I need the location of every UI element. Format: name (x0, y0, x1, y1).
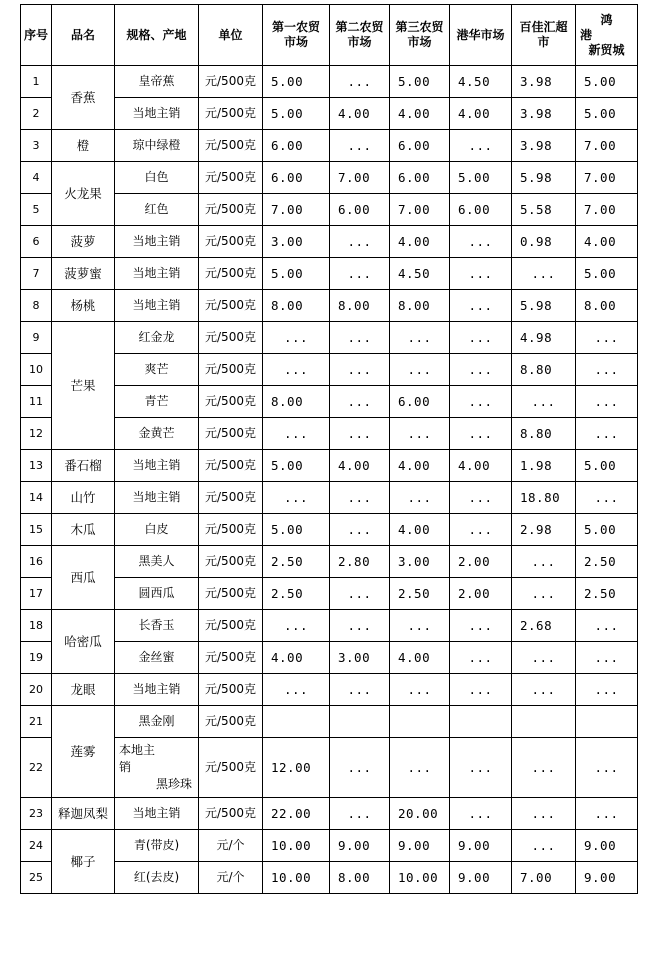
table-row (21, 258, 638, 290)
price-market-3: 4.00 (390, 642, 450, 674)
table-row (21, 514, 638, 546)
price-market-4: ... (450, 386, 512, 418)
unit: 元/500克 (199, 610, 263, 642)
header-market-4: 港华市场 (450, 5, 512, 66)
price-market-1: 6.00 (263, 130, 330, 162)
price-market-4: ... (450, 798, 512, 830)
header-market-5: 百佳汇超 市 (512, 5, 576, 66)
header-name: 品名 (52, 5, 115, 66)
row-index: 1 (21, 66, 52, 98)
header-market-2: 第二农贸 市场 (330, 5, 390, 66)
product-name: 芒果 (52, 322, 115, 450)
spec-origin (115, 738, 199, 798)
spec-origin: 黑美人 (115, 546, 199, 578)
row-index: 23 (21, 798, 52, 830)
unit: 元/个 (199, 830, 263, 862)
spec-origin: 当地主销 (115, 450, 199, 482)
price-market-4: ... (450, 354, 512, 386)
product-name: 番石榴 (52, 450, 115, 482)
price-market-2: 9.00 (330, 830, 390, 862)
row-index: 10 (21, 354, 52, 386)
price-market-3: 4.00 (390, 514, 450, 546)
price-market-1: 6.00 (263, 162, 330, 194)
row-index: 25 (21, 862, 52, 894)
price-market-1: ... (263, 354, 330, 386)
row-index: 7 (21, 258, 52, 290)
row-index: 9 (21, 322, 52, 354)
row-index: 17 (21, 578, 52, 610)
price-market-5: ... (512, 546, 576, 578)
spec-origin: 当地主销 (115, 226, 199, 258)
table-row (21, 546, 638, 578)
unit: 元/个 (199, 862, 263, 894)
spec-origin: 长香玉 (115, 610, 199, 642)
product-name: 菠萝蜜 (52, 258, 115, 290)
price-market-4: 4.50 (450, 66, 512, 98)
row-index: 2 (21, 98, 52, 130)
price-market-4: 4.00 (450, 98, 512, 130)
price-market-2: 3.00 (330, 642, 390, 674)
price-market-6: 5.00 (576, 258, 638, 290)
product-name: 木瓜 (52, 514, 115, 546)
price-market-6: 7.00 (576, 130, 638, 162)
table-row (21, 706, 638, 738)
row-index: 5 (21, 194, 52, 226)
table-row (21, 162, 638, 194)
table-row (21, 830, 638, 862)
row-index: 22 (21, 738, 52, 798)
price-market-5: 2.98 (512, 514, 576, 546)
price-market-5: 8.80 (512, 418, 576, 450)
price-market-4: ... (450, 738, 512, 798)
price-market-4: 9.00 (450, 862, 512, 894)
unit: 元/500克 (199, 738, 263, 798)
price-market-1: 3.00 (263, 226, 330, 258)
price-market-6: 7.00 (576, 194, 638, 226)
table-row (21, 674, 638, 706)
price-market-2: ... (330, 738, 390, 798)
unit: 元/500克 (199, 290, 263, 322)
price-market-3: 6.00 (390, 130, 450, 162)
price-market-5 (512, 706, 576, 738)
unit: 元/500克 (199, 514, 263, 546)
price-market-3: 20.00 (390, 798, 450, 830)
price-market-3: 3.00 (390, 546, 450, 578)
product-name: 杨桃 (52, 290, 115, 322)
price-market-3: 4.00 (390, 450, 450, 482)
spec-origin: 当地主销 (115, 290, 199, 322)
spec-line: 本地主 (119, 743, 156, 757)
price-market-2: 4.00 (330, 450, 390, 482)
price-market-6: 2.50 (576, 546, 638, 578)
price-market-4: ... (450, 226, 512, 258)
price-market-4 (450, 706, 512, 738)
price-market-4: 4.00 (450, 450, 512, 482)
row-index: 20 (21, 674, 52, 706)
table-row (21, 798, 638, 830)
spec-origin: 青芒 (115, 386, 199, 418)
price-market-3: ... (390, 322, 450, 354)
row-index: 14 (21, 482, 52, 514)
price-market-5: ... (512, 738, 576, 798)
spec-origin: 白色 (115, 162, 199, 194)
price-market-5: ... (512, 578, 576, 610)
price-market-3: 4.50 (390, 258, 450, 290)
price-market-1: 5.00 (263, 258, 330, 290)
spec-origin: 当地主销 (115, 258, 199, 290)
price-market-1 (263, 706, 330, 738)
spec-origin: 金黄芒 (115, 418, 199, 450)
price-market-4: ... (450, 610, 512, 642)
price-market-2: ... (330, 674, 390, 706)
price-market-6: 2.50 (576, 578, 638, 610)
product-name: 橙 (52, 130, 115, 162)
price-market-6: 9.00 (576, 830, 638, 862)
spec-origin: 当地主销 (115, 798, 199, 830)
unit: 元/500克 (199, 130, 263, 162)
price-market-2: ... (330, 226, 390, 258)
price-market-5: 3.98 (512, 66, 576, 98)
price-market-2: 7.00 (330, 162, 390, 194)
row-index: 8 (21, 290, 52, 322)
price-market-6: 5.00 (576, 514, 638, 546)
price-market-3: ... (390, 482, 450, 514)
price-table (20, 4, 638, 894)
price-market-1: 5.00 (263, 98, 330, 130)
price-market-6 (576, 706, 638, 738)
price-market-1: 22.00 (263, 798, 330, 830)
price-market-4: 2.00 (450, 578, 512, 610)
header-row (21, 5, 638, 66)
row-index: 11 (21, 386, 52, 418)
price-market-4: ... (450, 290, 512, 322)
price-market-4: ... (450, 258, 512, 290)
price-market-5: 18.80 (512, 482, 576, 514)
price-market-4: ... (450, 482, 512, 514)
unit: 元/500克 (199, 386, 263, 418)
price-market-4: ... (450, 642, 512, 674)
price-market-4: ... (450, 418, 512, 450)
price-market-5: ... (512, 830, 576, 862)
product-name: 火龙果 (52, 162, 115, 226)
spec-origin: 当地主销 (115, 674, 199, 706)
price-market-1: ... (263, 610, 330, 642)
price-market-5: 8.80 (512, 354, 576, 386)
price-market-6: ... (576, 386, 638, 418)
price-market-2: 4.00 (330, 98, 390, 130)
unit: 元/500克 (199, 546, 263, 578)
unit: 元/500克 (199, 194, 263, 226)
spec-origin: 金丝蜜 (115, 642, 199, 674)
price-market-2: 2.80 (330, 546, 390, 578)
price-market-6: 5.00 (576, 66, 638, 98)
unit: 元/500克 (199, 450, 263, 482)
price-market-5: 4.98 (512, 322, 576, 354)
price-market-5: 5.98 (512, 162, 576, 194)
price-market-5: 3.98 (512, 130, 576, 162)
price-market-4: 2.00 (450, 546, 512, 578)
price-market-4: ... (450, 130, 512, 162)
price-market-1: 8.00 (263, 386, 330, 418)
price-market-6: 5.00 (576, 450, 638, 482)
spec-line: 销 (119, 760, 132, 774)
price-market-1: 7.00 (263, 194, 330, 226)
price-market-6: 4.00 (576, 226, 638, 258)
price-market-2: ... (330, 578, 390, 610)
price-market-3: 2.50 (390, 578, 450, 610)
row-index: 12 (21, 418, 52, 450)
spec-origin: 白皮 (115, 514, 199, 546)
price-market-4: 5.00 (450, 162, 512, 194)
header-unit: 单位 (199, 5, 263, 66)
price-market-5: 2.68 (512, 610, 576, 642)
product-name: 香蕉 (52, 66, 115, 130)
unit: 元/500克 (199, 354, 263, 386)
price-market-3: ... (390, 674, 450, 706)
header-market-1: 第一农贸 市场 (263, 5, 330, 66)
price-market-6: ... (576, 418, 638, 450)
product-name: 椰子 (52, 830, 115, 894)
price-market-1: ... (263, 418, 330, 450)
price-market-3: 6.00 (390, 162, 450, 194)
price-market-2 (330, 706, 390, 738)
price-market-4: ... (450, 674, 512, 706)
price-market-5: 3.98 (512, 98, 576, 130)
product-name: 哈密瓜 (52, 610, 115, 674)
price-market-1: 5.00 (263, 66, 330, 98)
unit: 元/500克 (199, 482, 263, 514)
price-market-3: 10.00 (390, 862, 450, 894)
table-row (21, 290, 638, 322)
price-market-3: 7.00 (390, 194, 450, 226)
price-market-3: 8.00 (390, 290, 450, 322)
row-index: 4 (21, 162, 52, 194)
price-market-5: 5.58 (512, 194, 576, 226)
table-body (21, 66, 638, 894)
price-market-6: ... (576, 642, 638, 674)
unit: 元/500克 (199, 674, 263, 706)
unit: 元/500克 (199, 226, 263, 258)
price-market-5: ... (512, 258, 576, 290)
price-market-2: ... (330, 482, 390, 514)
spec-line: 黑珍珠 (155, 777, 192, 791)
spec-origin: 红金龙 (115, 322, 199, 354)
table-row (21, 130, 638, 162)
price-market-2: ... (330, 514, 390, 546)
price-market-6: ... (576, 798, 638, 830)
price-market-3 (390, 706, 450, 738)
price-market-2: ... (330, 354, 390, 386)
price-market-6: 5.00 (576, 98, 638, 130)
unit: 元/500克 (199, 66, 263, 98)
price-market-1: 12.00 (263, 738, 330, 798)
price-market-3: ... (390, 738, 450, 798)
spec-origin: 红色 (115, 194, 199, 226)
spec-origin: 当地主销 (115, 98, 199, 130)
price-market-5: 5.98 (512, 290, 576, 322)
spec-origin: 红(去皮) (115, 862, 199, 894)
price-market-2: ... (330, 418, 390, 450)
unit: 元/500克 (199, 98, 263, 130)
table-row (21, 322, 638, 354)
header-market-6: 鸿 港 新贸城 (576, 5, 638, 66)
row-index: 21 (21, 706, 52, 738)
price-market-4: 9.00 (450, 830, 512, 862)
price-market-2: 8.00 (330, 862, 390, 894)
price-market-1: 8.00 (263, 290, 330, 322)
price-market-1: ... (263, 674, 330, 706)
price-market-1: 4.00 (263, 642, 330, 674)
price-market-4: ... (450, 322, 512, 354)
price-market-6: 8.00 (576, 290, 638, 322)
price-market-5: ... (512, 798, 576, 830)
price-market-6: 7.00 (576, 162, 638, 194)
price-market-5: ... (512, 674, 576, 706)
price-market-5: 1.98 (512, 450, 576, 482)
row-index: 6 (21, 226, 52, 258)
spec-origin: 圆西瓜 (115, 578, 199, 610)
row-index: 19 (21, 642, 52, 674)
unit: 元/500克 (199, 642, 263, 674)
table-row (21, 482, 638, 514)
spec-origin: 爽芒 (115, 354, 199, 386)
row-index: 24 (21, 830, 52, 862)
unit: 元/500克 (199, 418, 263, 450)
unit: 元/500克 (199, 706, 263, 738)
spec-origin: 琼中绿橙 (115, 130, 199, 162)
product-name: 莲雾 (52, 706, 115, 798)
price-market-6: 9.00 (576, 862, 638, 894)
product-name: 西瓜 (52, 546, 115, 610)
table-row (21, 450, 638, 482)
price-market-5: ... (512, 386, 576, 418)
product-name: 释迦凤梨 (52, 798, 115, 830)
price-market-2: 6.00 (330, 194, 390, 226)
price-market-3: 9.00 (390, 830, 450, 862)
table-row (21, 226, 638, 258)
price-market-2: 8.00 (330, 290, 390, 322)
price-market-1: 2.50 (263, 546, 330, 578)
price-market-5: 7.00 (512, 862, 576, 894)
product-name: 山竹 (52, 482, 115, 514)
price-market-2: ... (330, 66, 390, 98)
price-market-6: ... (576, 610, 638, 642)
price-market-6: ... (576, 482, 638, 514)
price-market-3: 4.00 (390, 226, 450, 258)
price-market-2: ... (330, 322, 390, 354)
price-market-6: ... (576, 738, 638, 798)
price-market-2: ... (330, 610, 390, 642)
price-market-3: ... (390, 418, 450, 450)
price-market-3: 6.00 (390, 386, 450, 418)
spec-origin: 青(带皮) (115, 830, 199, 862)
table-row (21, 610, 638, 642)
header-index: 序号 (21, 5, 52, 66)
row-index: 18 (21, 610, 52, 642)
unit: 元/500克 (199, 258, 263, 290)
unit: 元/500克 (199, 578, 263, 610)
price-market-3: ... (390, 610, 450, 642)
price-market-1: ... (263, 482, 330, 514)
unit: 元/500克 (199, 162, 263, 194)
row-index: 15 (21, 514, 52, 546)
price-market-6: ... (576, 674, 638, 706)
row-index: 13 (21, 450, 52, 482)
price-market-6: ... (576, 354, 638, 386)
price-market-2: ... (330, 386, 390, 418)
product-name: 菠萝 (52, 226, 115, 258)
header-spec: 规格、产地 (115, 5, 199, 66)
price-market-5: 0.98 (512, 226, 576, 258)
price-market-2: ... (330, 798, 390, 830)
header-market-3: 第三农贸 市场 (390, 5, 450, 66)
spec-origin: 黑金刚 (115, 706, 199, 738)
table-row (21, 66, 638, 98)
unit: 元/500克 (199, 798, 263, 830)
price-market-5: ... (512, 642, 576, 674)
row-index: 16 (21, 546, 52, 578)
price-market-3: 5.00 (390, 66, 450, 98)
price-market-3: 4.00 (390, 98, 450, 130)
price-market-3: ... (390, 354, 450, 386)
price-market-4: 6.00 (450, 194, 512, 226)
price-market-1: ... (263, 322, 330, 354)
unit: 元/500克 (199, 322, 263, 354)
price-market-1: 5.00 (263, 450, 330, 482)
price-market-1: 5.00 (263, 514, 330, 546)
price-market-1: 10.00 (263, 830, 330, 862)
spec-origin: 当地主销 (115, 482, 199, 514)
product-name: 龙眼 (52, 674, 115, 706)
price-market-1: 10.00 (263, 862, 330, 894)
price-market-4: ... (450, 514, 512, 546)
price-market-1: 2.50 (263, 578, 330, 610)
row-index: 3 (21, 130, 52, 162)
price-market-2: ... (330, 130, 390, 162)
price-market-2: ... (330, 258, 390, 290)
spec-origin: 皇帝蕉 (115, 66, 199, 98)
price-market-6: ... (576, 322, 638, 354)
